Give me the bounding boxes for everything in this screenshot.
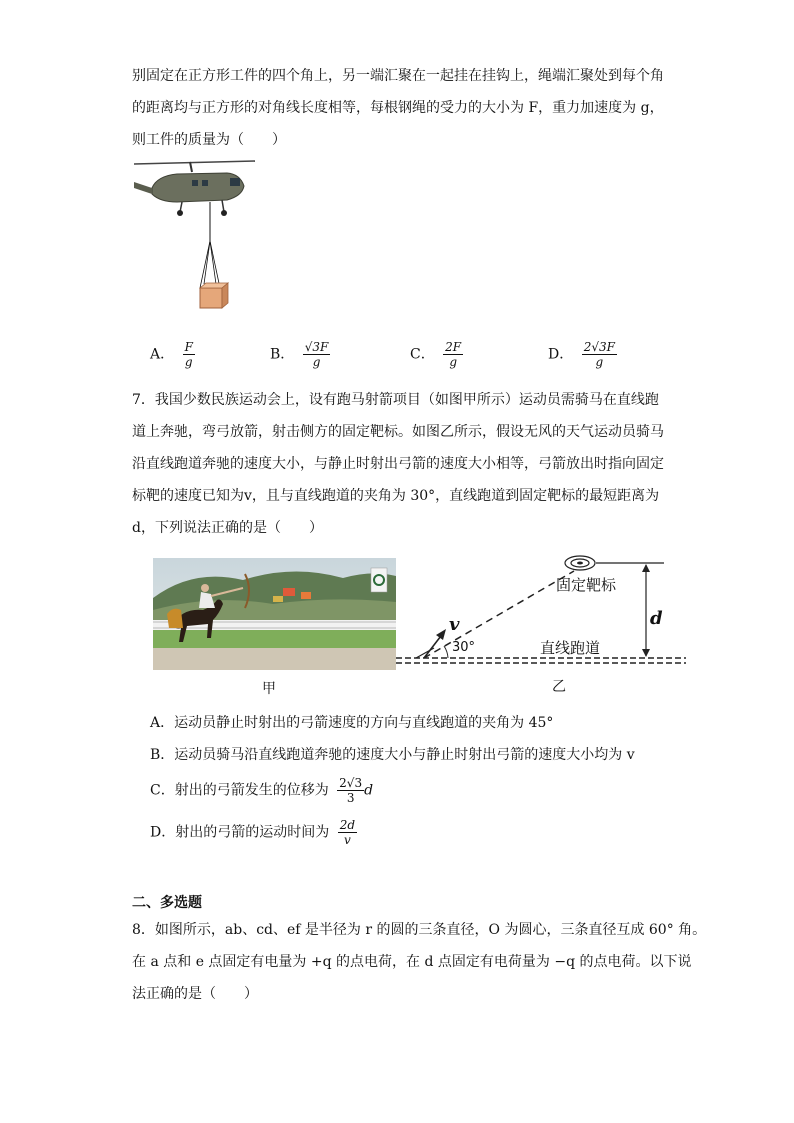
horse-archery-photo (153, 558, 396, 670)
angle-label: 30° (452, 640, 476, 655)
option-label: A． (150, 715, 175, 731)
distance-label: d (650, 608, 663, 629)
q8-text-line-2: 在 a 点和 e 点固定有电量为 +q 的点电荷，在 d 点固定有电荷量为 −q 的点电荷。以下说 (132, 954, 692, 970)
helicopter-body (152, 173, 244, 202)
numerator: √3F (304, 340, 329, 354)
q7-option-d[interactable] (150, 818, 357, 847)
q7-text-line-2: 道上奔驰，弯弓放箭，射击侧方的固定靶标。如图乙所示，假设无风的天气运动员骑马 (132, 424, 664, 440)
target-icon (565, 556, 595, 570)
q8-text-line-1: 8．如图所示，ab、cd、ef 是半径为 r 的圆的三条直径，O 为圆心，三条直径互成 60° 角。 (132, 922, 707, 938)
numerator: 2√3F (583, 340, 615, 354)
option-text: 运动员骑马沿直线跑道奔驰的速度大小与静止时射出弓箭的速度大小均为 v (174, 747, 635, 763)
square-workpiece (200, 288, 222, 308)
q7-text-line-1: 7．我国少数民族运动会上，设有跑马射箭项目（如图甲所示）运动员需骑马在直线跑 (132, 392, 659, 408)
q7-text-line-5: d，下列说法正确的是（ ） (132, 520, 323, 536)
fraction (443, 340, 463, 369)
option-label: A． (150, 346, 175, 363)
fraction (582, 340, 617, 369)
numerator: 2√3 (339, 776, 363, 790)
fraction (337, 776, 364, 805)
option-text: 射出的弓箭的运动时间为 (175, 824, 330, 841)
denominator: g (449, 355, 457, 369)
numerator: 2d (339, 818, 356, 832)
helicopter-figure (132, 158, 257, 313)
option-label: D． (150, 824, 176, 841)
figure-caption-jia: 甲 (262, 681, 276, 697)
numerator: 2F (445, 340, 462, 354)
denominator: g (595, 355, 604, 369)
helicopter-rotor (134, 161, 255, 164)
numerator: F (184, 340, 193, 354)
option-suffix: d (364, 782, 374, 799)
q6-option-d[interactable] (548, 340, 617, 369)
fraction (183, 340, 195, 369)
fraction (303, 340, 331, 369)
track-label: 直线跑道 (540, 639, 601, 657)
q6-option-c[interactable] (410, 340, 463, 369)
q7-option-c[interactable] (150, 776, 373, 805)
option-text: 射出的弓箭发生的位移为 (174, 782, 329, 799)
option-label: C． (410, 346, 435, 363)
fraction (338, 818, 357, 847)
velocity-label: v (449, 614, 460, 635)
option-label: D． (548, 346, 574, 363)
q7-option-a[interactable] (150, 713, 553, 733)
figure-caption-yi: 乙 (552, 679, 566, 695)
target-label: 固定靶标 (556, 576, 617, 594)
denominator: g (312, 355, 321, 369)
q8-text-line-3: 法正确的是（ ） (132, 986, 258, 1002)
option-label: B． (270, 346, 295, 363)
denominator: g (184, 355, 193, 369)
section-title: 二、多选题 (132, 895, 202, 911)
option-label: B． (150, 747, 175, 763)
archery-diagram (396, 546, 686, 696)
q7-option-b[interactable] (150, 745, 635, 765)
denominator: v (343, 833, 351, 847)
option-label: C． (150, 782, 175, 799)
q6-text-line-1: 别固定在正方形工件的四个角上，另一端汇聚在一起挂在挂钩上，绳端汇聚处到每个角 (132, 68, 664, 84)
q7-text-line-4: 标靶的速度已知为v，且与直线跑道的夹角为 30°，直线跑道到固定靶标的最短距离为 (132, 488, 660, 504)
q6-text-line-3: 则工件的质量为（ ） (132, 132, 286, 148)
option-text: 运动员静止时射出的弓箭速度的方向与直线跑道的夹角为 45° (174, 715, 554, 731)
denominator: 3 (346, 791, 355, 805)
q6-text-line-2: 的距离均与正方形的对角线长度相等，每根钢绳的受力的大小为 F，重力加速度为 g， (132, 100, 664, 116)
q6-option-b[interactable] (270, 340, 330, 369)
q6-option-a[interactable] (150, 340, 195, 369)
q7-text-line-3: 沿直线跑道奔驰的速度大小，与静止时射出弓箭的速度大小相等，弓箭放出时指向固定 (132, 456, 664, 472)
